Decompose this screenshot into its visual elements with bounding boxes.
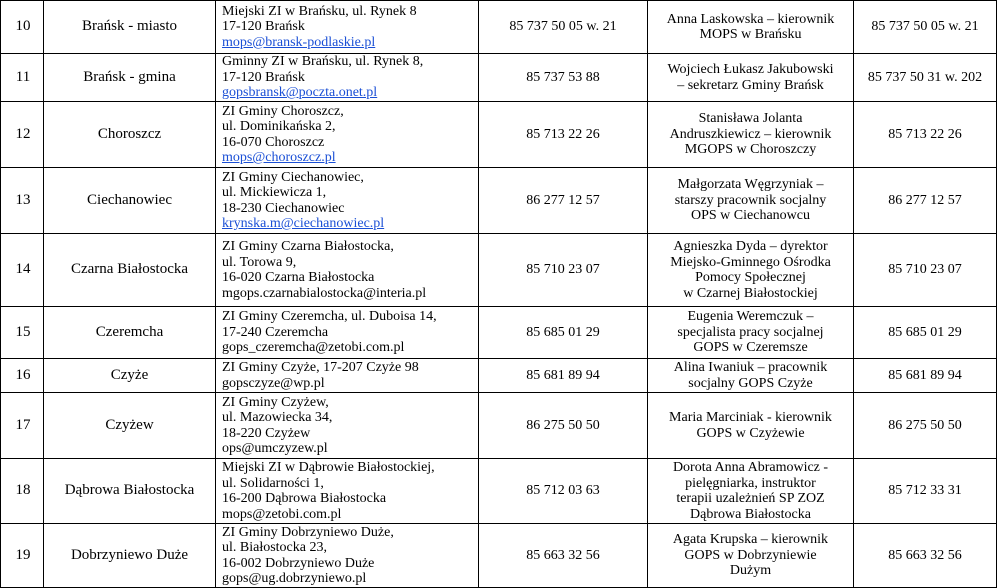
contact-person-line: MGOPS w Choroszczy <box>684 142 817 158</box>
row-number: 12 <box>1 102 44 168</box>
address-line: 16-200 Dąbrowa Białostocka <box>222 491 387 506</box>
contact-person-cell <box>648 459 854 524</box>
address-line: 16-020 Czarna Białostocka <box>222 270 375 285</box>
phone-number: 85 710 23 07 <box>479 234 648 307</box>
municipality-name: Czyże <box>44 359 216 393</box>
contact-phone-number: 85 710 23 07 <box>854 234 997 307</box>
contact-person-line: specjalista pracy socjalnej <box>677 324 824 340</box>
address-line: ZI Gminy Czyże, 17-207 Czyże 98 <box>222 360 419 375</box>
address-line: 18-230 Ciechanowiec <box>222 200 345 216</box>
row-number: 11 <box>1 54 44 102</box>
email-link[interactable]: mops@choroszcz.pl <box>222 150 336 165</box>
address-cell <box>216 234 479 307</box>
phone-number: 85 712 03 63 <box>479 459 648 524</box>
phone-number: 85 663 32 56 <box>479 524 648 588</box>
contact-person-line: socjalny GOPS Czyże <box>688 375 813 391</box>
table-row <box>1 524 997 588</box>
contact-phone-number: 85 681 89 94 <box>854 359 997 393</box>
address-line: ul. Solidarności 1, <box>222 475 324 491</box>
contact-person-cell <box>648 168 854 234</box>
phone-number: 86 275 50 50 <box>479 393 648 459</box>
contact-person-cell <box>648 234 854 307</box>
municipality-name: Brańsk - gmina <box>44 54 216 102</box>
contact-phone-number: 85 713 22 26 <box>854 102 997 168</box>
address-line: Gminny ZI w Brańsku, ul. Rynek 8, <box>222 54 424 70</box>
address-cell <box>216 102 479 168</box>
contact-person-line: Andruszkiewicz – kierownik <box>669 126 832 142</box>
municipality-name: Ciechanowiec <box>44 168 216 234</box>
table-row <box>1 307 997 359</box>
contact-person-line: Wojciech Łukasz Jakubowski <box>667 62 834 77</box>
address-line: 16-070 Choroszcz <box>222 134 325 150</box>
contact-person-line: w Czarnej Białostockiej <box>683 285 818 301</box>
row-number: 18 <box>1 459 44 524</box>
address-line: ul. Białostocka 23, <box>222 540 327 555</box>
municipality-name: Czeremcha <box>44 307 216 359</box>
contact-person-line: Maria Marciniak - kierownik <box>669 410 832 425</box>
email-link: mgops.czarnabialostocka@interia.pl <box>222 285 427 301</box>
address-cell <box>216 307 479 359</box>
contact-phone-number: 85 663 32 56 <box>854 524 997 588</box>
address-cell <box>216 459 479 524</box>
email-link: gopsczyze@wp.pl <box>222 375 325 391</box>
address-line: 18-220 Czyżew <box>222 425 311 441</box>
email-link[interactable]: krynska.m@ciechanowiec.pl <box>222 216 385 231</box>
contact-person-line: Alina Iwaniuk – pracownik <box>673 360 828 375</box>
contact-person-line: Miejsko-Gminnego Ośrodka <box>670 254 831 270</box>
contact-person-cell <box>648 359 854 393</box>
contact-phone-number: 85 737 50 31 w. 202 <box>854 54 997 102</box>
address-line: ul. Dominikańska 2, <box>222 119 336 134</box>
contact-person-cell <box>648 524 854 588</box>
phone-number: 85 713 22 26 <box>479 102 648 168</box>
municipality-name: Dąbrowa Białostocka <box>44 459 216 524</box>
address-cell <box>216 168 479 234</box>
address-cell <box>216 54 479 102</box>
address-cell <box>216 393 479 459</box>
address-cell <box>216 1 479 54</box>
table-row <box>1 459 997 524</box>
phone-number: 85 685 01 29 <box>479 307 648 359</box>
municipality-name: Choroszcz <box>44 102 216 168</box>
table-row <box>1 168 997 234</box>
address-line: 17-240 Czeremcha <box>222 324 329 340</box>
contact-phone-number: 86 277 12 57 <box>854 168 997 234</box>
row-number: 19 <box>1 524 44 588</box>
contact-person-line: Dorota Anna Abramowicz - <box>672 460 829 475</box>
contact-phone-number: 86 275 50 50 <box>854 393 997 459</box>
address-line: 16-002 Dobrzyniewo Duże <box>222 555 375 571</box>
address-line: ul. Torowa 9, <box>222 254 297 270</box>
contact-person-line: terapii uzależnień SP ZOZ <box>676 491 825 506</box>
contact-person-line: OPS w Ciechanowcu <box>691 208 810 224</box>
contact-phone-number: 85 712 33 31 <box>854 459 997 524</box>
address-line: ZI Gminy Choroszcz, <box>222 103 344 119</box>
address-cell <box>216 359 479 393</box>
table-row <box>1 102 997 168</box>
address-line: ZI Gminy Czeremcha, ul. Duboisa 14, <box>222 309 437 325</box>
address-line: ul. Mickiewicza 1, <box>222 185 327 200</box>
row-number: 13 <box>1 168 44 234</box>
table-row <box>1 1 997 54</box>
phone-number: 85 737 50 05 w. 21 <box>479 1 648 54</box>
contact-person-line: Dąbrowa Białostocka <box>690 506 811 522</box>
contact-person-cell <box>648 393 854 459</box>
municipality-name: Czarna Białostocka <box>44 234 216 307</box>
table-row <box>1 234 997 307</box>
address-line: 17-120 Brańsk <box>222 69 305 85</box>
contact-person-cell <box>648 1 854 54</box>
table-row <box>1 54 997 102</box>
contact-person-line: Pomocy Społecznej <box>695 270 806 285</box>
contact-person-line: Agnieszka Dyda – dyrektor <box>673 239 828 254</box>
contact-person-line: Anna Laskowska – kierownik <box>666 11 835 27</box>
email-link: gops_czeremcha@zetobi.com.pl <box>222 340 405 356</box>
address-line: ZI Gminy Czyżew, <box>222 394 329 410</box>
contact-phone-number: 85 685 01 29 <box>854 307 997 359</box>
municipality-name: Brańsk - miasto <box>44 1 216 54</box>
phone-number: 85 681 89 94 <box>479 359 648 393</box>
contact-person-line: Eugenia Weremczuk – <box>687 309 814 325</box>
contact-person-line: Małgorzata Węgrzyniak – <box>677 177 824 193</box>
contact-person-line: – sekretarz Gminy Brańsk <box>677 77 824 93</box>
municipality-name: Czyżew <box>44 393 216 459</box>
contact-person-cell <box>648 102 854 168</box>
row-number: 15 <box>1 307 44 359</box>
address-line: ul. Mazowiecka 34, <box>222 410 333 425</box>
row-number: 10 <box>1 1 44 54</box>
table-row <box>1 393 997 459</box>
contact-person-line: Dużym <box>729 563 772 579</box>
address-line: ZI Gminy Czarna Białostocka, <box>222 239 394 254</box>
address-line: 17-120 Brańsk <box>222 19 305 35</box>
address-line: Miejski ZI w Brańsku, ul. Rynek 8 <box>222 3 417 19</box>
contact-person-cell <box>648 54 854 102</box>
contact-person-line: GOPS w Czyżewie <box>696 425 805 441</box>
contact-person-line: Agata Krupska – kierownik <box>672 532 829 548</box>
phone-number: 86 277 12 57 <box>479 168 648 234</box>
address-cell <box>216 524 479 588</box>
row-number: 14 <box>1 234 44 307</box>
contacts-table-body <box>1 1 997 588</box>
email-link: ops@umczyzew.pl <box>222 441 328 456</box>
contact-person-line: MOPS w Brańsku <box>699 27 802 42</box>
address-line: Miejski ZI w Dąbrowie Białostockiej, <box>222 460 435 475</box>
email-link[interactable]: mops@bransk-podlaskie.pl <box>222 34 376 50</box>
contact-person-cell <box>648 307 854 359</box>
contact-person-line: pielęgniarka, instruktor <box>685 475 816 491</box>
email-link[interactable]: gopsbransk@poczta.onet.pl <box>222 85 378 101</box>
address-line: ZI Gminy Ciechanowiec, <box>222 169 364 185</box>
address-line: ZI Gminy Dobrzyniewo Duże, <box>222 524 394 540</box>
contact-phone-number: 85 737 50 05 w. 21 <box>854 1 997 54</box>
table-row <box>1 359 997 393</box>
phone-number: 85 737 53 88 <box>479 54 648 102</box>
municipality-name: Dobrzyniewo Duże <box>44 524 216 588</box>
row-number: 16 <box>1 359 44 393</box>
contact-person-line: Stanisława Jolanta <box>698 111 803 127</box>
email-link: gops@ug.dobrzyniewo.pl <box>222 571 367 586</box>
email-link: mops@zetobi.com.pl <box>222 506 342 522</box>
contact-person-line: GOPS w Czeremsze <box>693 340 808 356</box>
contact-person-line: GOPS w Dobrzyniewie <box>684 547 817 563</box>
row-number: 17 <box>1 393 44 459</box>
contact-person-line: starszy pracownik socjalny <box>674 192 827 208</box>
